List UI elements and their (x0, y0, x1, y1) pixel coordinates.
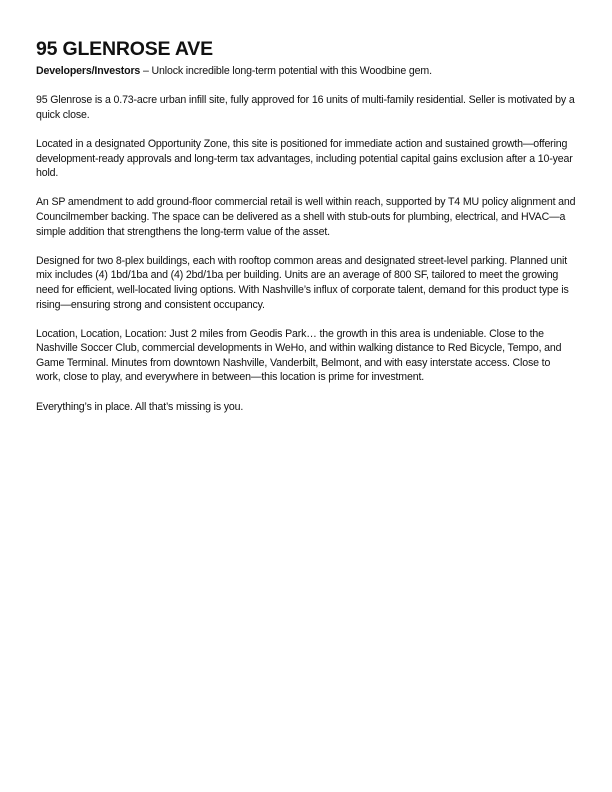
intro-text: – Unlock incredible long-term potential with this Woodbine gem. (140, 65, 432, 77)
document-page (36, 37, 576, 414)
paragraph-opportunity-zone: Located in a designated Opportunity Zone, this site is positioned for immediate action and sustained growth—offering development-ready approvals and long-term tax advantages, including potential capital gains exclusion after a 10-year hold. (36, 137, 573, 180)
paragraph-site-overview: 95 Glenrose is a 0.73-acre urban infill site, fully approved for 16 units of multi-family residential. Seller is motivated by a quick close. (36, 94, 575, 121)
page-title: 95 GLENROSE AVE (36, 38, 213, 60)
paragraph-closing: Everything’s in place. All that’s missing is you. (36, 400, 244, 413)
paragraph-building-design: Designed for two 8-plex buildings, each with rooftop common areas and designated street-level parking. Planned unit mix includes (4) 1bd/1ba and (4) 2bd/1ba per building. Units are an average of 800 SF, tailored to meet the growing need for efficient, well-located living options. With Nashville’s influx of corporate talent, demand for this product type is rising—ensuring strong and consistent occupancy. (36, 254, 569, 311)
paragraph-sp-amendment: An SP amendment to add ground-floor commercial retail is well within reach, supported by T4 MU policy alignment and Councilmember backing. The space can be delivered as a shell with stub-outs for plumbing, electrical, and HVAC—a simple addition that strengthens the long-term value of the asset. (36, 196, 576, 238)
intro-label: Developers/Investors (36, 65, 141, 77)
intro-line (36, 64, 576, 79)
paragraph-location: Location, Location, Location: Just 2 miles from Geodis Park… the growth in this area is undeniable. Close to the Nashville Soccer Club, commercial developments in WeHo, and within walking distance to Red Bicycle, Tempo, and Game Terminal. Minutes from downtown Nashville, Vanderbilt, Belmont, and with easy interstate access. Close to work, close to play, and everywhere in between—this location is prime for investment. (36, 327, 562, 384)
